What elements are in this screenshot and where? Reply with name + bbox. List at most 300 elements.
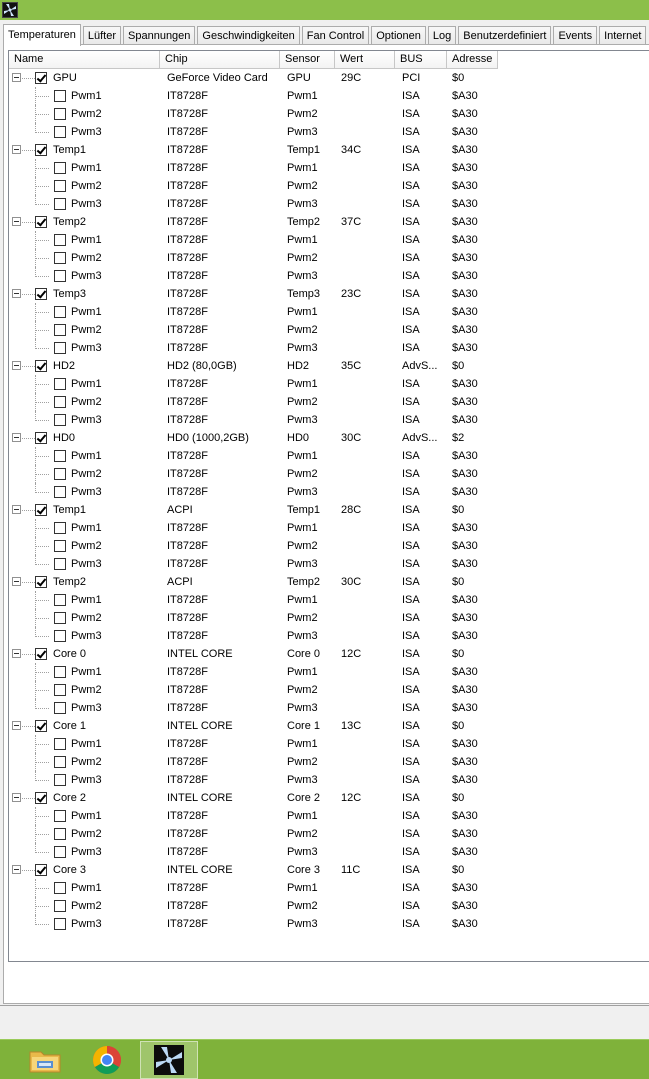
table-row[interactable] — [9, 213, 649, 231]
pwm-checkbox[interactable] — [54, 342, 66, 354]
cell-name: Pwm2 — [71, 252, 102, 264]
cell-bus: ISA — [402, 882, 420, 894]
table-row[interactable] — [9, 681, 649, 699]
table-row[interactable] — [9, 357, 649, 375]
sensor-checkbox[interactable] — [35, 144, 47, 156]
cell-bus: ISA — [402, 468, 420, 480]
cell-adresse: $0 — [452, 720, 465, 732]
cell-chip: IT8728F — [167, 882, 208, 894]
table-row[interactable] — [9, 411, 649, 429]
tree-line — [22, 366, 35, 367]
tree-line — [35, 600, 49, 601]
cell-bus: ISA — [402, 756, 420, 768]
cell-sensor: Temp1 — [287, 144, 321, 156]
tree-line — [35, 420, 49, 421]
table-row[interactable] — [9, 267, 649, 285]
cell-sensor: Core 3 — [287, 864, 321, 876]
cell-name: Pwm2 — [71, 612, 102, 624]
cell-sensor: Pwm2 — [287, 684, 318, 696]
tab-temperaturen[interactable]: Temperaturen — [3, 24, 81, 46]
cell-wert: 30C — [341, 576, 362, 588]
pwm-checkbox[interactable] — [54, 756, 66, 768]
pwm-checkbox[interactable] — [54, 414, 66, 426]
cell-name: Pwm1 — [71, 450, 102, 462]
collapse-icon[interactable] — [12, 361, 21, 370]
sensor-checkbox[interactable] — [35, 360, 47, 372]
cell-sensor: Pwm2 — [287, 756, 318, 768]
collapse-icon[interactable] — [12, 721, 21, 730]
cell-adresse: $A30 — [452, 414, 478, 426]
pwm-checkbox[interactable] — [54, 774, 66, 786]
collapse-icon[interactable] — [12, 793, 21, 802]
cell-bus: ISA — [402, 540, 420, 552]
cell-name: Pwm3 — [71, 414, 102, 426]
table-row[interactable] — [9, 321, 649, 339]
pwm-checkbox[interactable] — [54, 594, 66, 606]
cell-adresse: $A30 — [452, 378, 478, 390]
cell-sensor: GPU — [287, 72, 311, 84]
table-row[interactable] — [9, 303, 649, 321]
tree-line — [35, 96, 49, 97]
cell-name: Pwm1 — [71, 882, 102, 894]
pwm-checkbox[interactable] — [54, 126, 66, 138]
table-row[interactable] — [9, 69, 649, 87]
tree-line — [35, 924, 49, 925]
cell-adresse: $A30 — [452, 108, 478, 120]
table-row[interactable] — [9, 483, 649, 501]
cell-name: Core 2 — [53, 792, 87, 804]
table-row[interactable] — [9, 843, 649, 861]
pwm-checkbox[interactable] — [54, 540, 66, 552]
cell-wert: 35C — [341, 360, 362, 372]
cell-adresse: $A30 — [452, 702, 478, 714]
sensor-checkbox[interactable] — [35, 72, 47, 84]
table-row[interactable] — [9, 87, 649, 105]
cell-adresse: $A30 — [452, 468, 478, 480]
sensor-checkbox[interactable] — [35, 648, 47, 660]
cell-name: Pwm2 — [71, 396, 102, 408]
collapse-icon[interactable] — [12, 73, 21, 82]
cell-sensor: Pwm3 — [287, 270, 318, 282]
column-name[interactable]: Name — [9, 51, 160, 69]
tree-line — [35, 528, 49, 529]
cell-wert: 29C — [341, 72, 362, 84]
collapse-icon[interactable] — [12, 865, 21, 874]
cell-sensor: Pwm3 — [287, 486, 318, 498]
sensor-checkbox[interactable] — [35, 216, 47, 228]
pwm-checkbox[interactable] — [54, 270, 66, 282]
cell-adresse: $A30 — [452, 126, 478, 138]
table-row[interactable] — [9, 627, 649, 645]
tab-internet[interactable]: Internet — [599, 26, 646, 45]
cell-bus: ISA — [402, 234, 420, 246]
table-row[interactable] — [9, 645, 649, 663]
cell-bus: ISA — [402, 900, 420, 912]
tree-line — [35, 780, 49, 781]
cell-adresse: $A30 — [452, 162, 478, 174]
cell-adresse: $A30 — [452, 522, 478, 534]
table-row[interactable] — [9, 609, 649, 627]
cell-chip: GeForce Video Card — [167, 72, 268, 84]
tab-optionen[interactable]: Optionen — [371, 26, 426, 45]
cell-chip: IT8728F — [167, 594, 208, 606]
cell-name: Pwm1 — [71, 378, 102, 390]
cell-name: Temp1 — [53, 144, 87, 156]
pwm-checkbox[interactable] — [54, 630, 66, 642]
pwm-checkbox[interactable] — [54, 810, 66, 822]
cell-adresse: $0 — [452, 792, 465, 804]
tab-geschwindigkeiten[interactable]: Geschwindigkeiten — [197, 26, 299, 45]
cell-chip: IT8728F — [167, 162, 208, 174]
cell-chip: IT8728F — [167, 612, 208, 624]
cell-sensor: Pwm3 — [287, 342, 318, 354]
pwm-checkbox[interactable] — [54, 180, 66, 192]
pwm-checkbox[interactable] — [54, 828, 66, 840]
cell-sensor: Pwm2 — [287, 540, 318, 552]
table-row[interactable] — [9, 753, 649, 771]
cell-chip: IT8728F — [167, 918, 208, 930]
table-row[interactable] — [9, 897, 649, 915]
cell-name: Pwm3 — [71, 126, 102, 138]
cell-name: Pwm1 — [71, 738, 102, 750]
cell-adresse: $A30 — [452, 180, 478, 192]
tree-line — [22, 294, 35, 295]
cell-wert: 13C — [341, 720, 362, 732]
collapse-icon[interactable] — [12, 217, 21, 226]
sensor-checkbox[interactable] — [35, 720, 47, 732]
pwm-checkbox[interactable] — [54, 324, 66, 336]
table-row[interactable] — [9, 339, 649, 357]
cell-bus: ISA — [402, 666, 420, 678]
table-row[interactable] — [9, 537, 649, 555]
cell-name: Temp2 — [53, 576, 87, 588]
tree-line — [35, 456, 49, 457]
sensor-checkbox[interactable] — [35, 288, 47, 300]
cell-wert: 12C — [341, 648, 362, 660]
cell-sensor: Pwm1 — [287, 594, 318, 606]
column-adresse[interactable]: Adresse — [447, 51, 498, 69]
cell-adresse: $A30 — [452, 756, 478, 768]
tree-line — [22, 150, 35, 151]
pwm-checkbox[interactable] — [54, 900, 66, 912]
cell-chip: IT8728F — [167, 666, 208, 678]
table-row[interactable] — [9, 825, 649, 843]
cell-sensor: Pwm1 — [287, 450, 318, 462]
pwm-checkbox[interactable] — [54, 198, 66, 210]
cell-adresse: $A30 — [452, 846, 478, 858]
table-row[interactable] — [9, 501, 649, 519]
tree-line — [22, 798, 35, 799]
cell-bus: ISA — [402, 864, 420, 876]
cell-chip: IT8728F — [167, 252, 208, 264]
cell-name: Pwm2 — [71, 468, 102, 480]
sensor-checkbox[interactable] — [35, 504, 47, 516]
table-row[interactable] — [9, 375, 649, 393]
cell-name: Pwm2 — [71, 828, 102, 840]
cell-chip: IT8728F — [167, 810, 208, 822]
table-row[interactable] — [9, 177, 649, 195]
cell-chip: INTEL CORE — [167, 792, 233, 804]
pwm-checkbox[interactable] — [54, 558, 66, 570]
cell-adresse: $A30 — [452, 918, 478, 930]
collapse-icon[interactable] — [12, 289, 21, 298]
table-row[interactable] — [9, 519, 649, 537]
cell-chip: IT8728F — [167, 342, 208, 354]
collapse-icon[interactable] — [12, 433, 21, 442]
cell-name: Temp3 — [53, 288, 87, 300]
cell-wert: 23C — [341, 288, 362, 300]
table-row[interactable] — [9, 915, 649, 933]
table-row[interactable] — [9, 105, 649, 123]
cell-bus: PCI — [402, 72, 421, 84]
cell-chip: INTEL CORE — [167, 864, 233, 876]
table-row[interactable] — [9, 699, 649, 717]
cell-sensor: Core 0 — [287, 648, 321, 660]
cell-adresse: $A30 — [452, 450, 478, 462]
cell-bus: ISA — [402, 774, 420, 786]
pwm-checkbox[interactable] — [54, 486, 66, 498]
tree-line — [35, 384, 49, 385]
column-wert[interactable]: Wert — [335, 51, 395, 69]
table-row[interactable] — [9, 465, 649, 483]
cell-adresse: $A30 — [452, 234, 478, 246]
cell-name: Pwm3 — [71, 702, 102, 714]
cell-adresse: $0 — [452, 864, 465, 876]
table-row[interactable] — [9, 429, 649, 447]
cell-adresse: $A30 — [452, 324, 478, 336]
table-row[interactable] — [9, 195, 649, 213]
pwm-checkbox[interactable] — [54, 378, 66, 390]
table-row[interactable] — [9, 447, 649, 465]
cell-bus: ISA — [402, 324, 420, 336]
cell-adresse: $A30 — [452, 288, 478, 300]
cell-bus: ISA — [402, 684, 420, 696]
cell-sensor: Pwm2 — [287, 180, 318, 192]
cell-bus: ISA — [402, 306, 420, 318]
cell-chip: IT8728F — [167, 540, 208, 552]
cell-adresse: $A30 — [452, 144, 478, 156]
cell-bus: ISA — [402, 594, 420, 606]
cell-sensor: Core 1 — [287, 720, 321, 732]
table-row[interactable] — [9, 555, 649, 573]
cell-chip: IT8728F — [167, 324, 208, 336]
cell-chip: IT8728F — [167, 108, 208, 120]
cell-chip: IT8728F — [167, 630, 208, 642]
speedfan-icon[interactable] — [140, 1041, 198, 1079]
pwm-checkbox[interactable] — [54, 522, 66, 534]
pwm-checkbox[interactable] — [54, 918, 66, 930]
collapse-icon[interactable] — [12, 505, 21, 514]
cell-adresse: $A30 — [452, 252, 478, 264]
cell-adresse: $0 — [452, 72, 465, 84]
cell-chip: IT8728F — [167, 234, 208, 246]
cell-chip: IT8728F — [167, 288, 208, 300]
cell-name: Pwm1 — [71, 594, 102, 606]
pwm-checkbox[interactable] — [54, 702, 66, 714]
cell-name: Pwm2 — [71, 324, 102, 336]
cell-sensor: Pwm3 — [287, 126, 318, 138]
pwm-checkbox[interactable] — [54, 468, 66, 480]
tab-benutzerdefiniert[interactable]: Benutzerdefiniert — [458, 26, 551, 45]
cell-sensor: Temp2 — [287, 216, 321, 228]
cell-chip: IT8728F — [167, 126, 208, 138]
chrome-icon[interactable] — [78, 1041, 136, 1079]
tree-line — [35, 258, 49, 259]
pwm-checkbox[interactable] — [54, 90, 66, 102]
cell-adresse: $A30 — [452, 612, 478, 624]
table-row[interactable] — [9, 249, 649, 267]
table-row[interactable] — [9, 789, 649, 807]
table-row[interactable] — [9, 807, 649, 825]
cell-bus: ISA — [402, 414, 420, 426]
sensor-checkbox[interactable] — [35, 864, 47, 876]
collapse-icon[interactable] — [12, 145, 21, 154]
collapse-icon[interactable] — [12, 577, 21, 586]
tree-line — [22, 510, 35, 511]
cell-bus: ISA — [402, 828, 420, 840]
tree-line — [35, 672, 49, 673]
sensor-tree[interactable] — [8, 50, 649, 962]
pwm-checkbox[interactable] — [54, 252, 66, 264]
tree-line — [35, 618, 49, 619]
tree-line — [35, 546, 49, 547]
tree-line — [35, 636, 49, 637]
cell-adresse: $0 — [452, 360, 465, 372]
table-row[interactable] — [9, 861, 649, 879]
sensor-checkbox[interactable] — [35, 432, 47, 444]
tree-rows — [9, 69, 649, 933]
cell-chip: IT8728F — [167, 522, 208, 534]
cell-bus: ISA — [402, 180, 420, 192]
column-bus[interactable]: BUS — [395, 51, 447, 69]
cell-bus: ISA — [402, 486, 420, 498]
pwm-checkbox[interactable] — [54, 306, 66, 318]
tab-lüfter[interactable]: Lüfter — [83, 26, 121, 45]
cell-sensor: Pwm2 — [287, 108, 318, 120]
pwm-checkbox[interactable] — [54, 450, 66, 462]
table-row[interactable] — [9, 393, 649, 411]
pwm-checkbox[interactable] — [54, 738, 66, 750]
tree-line — [22, 870, 35, 871]
table-row[interactable] — [9, 141, 649, 159]
pwm-checkbox[interactable] — [54, 684, 66, 696]
cell-adresse: $A30 — [452, 306, 478, 318]
cell-chip: IT8728F — [167, 378, 208, 390]
table-row[interactable] — [9, 591, 649, 609]
pwm-checkbox[interactable] — [54, 882, 66, 894]
collapse-icon[interactable] — [12, 649, 21, 658]
cell-chip: IT8728F — [167, 900, 208, 912]
table-row[interactable] — [9, 879, 649, 897]
table-row[interactable] — [9, 735, 649, 753]
pwm-checkbox[interactable] — [54, 108, 66, 120]
pwm-checkbox[interactable] — [54, 666, 66, 678]
cell-name: Pwm1 — [71, 810, 102, 822]
cell-bus: ISA — [402, 504, 420, 516]
table-row[interactable] — [9, 573, 649, 591]
pwm-checkbox[interactable] — [54, 162, 66, 174]
cell-name: Pwm3 — [71, 558, 102, 570]
cell-bus: ISA — [402, 108, 420, 120]
table-row[interactable] — [9, 159, 649, 177]
cell-name: Pwm3 — [71, 630, 102, 642]
tree-line — [35, 744, 49, 745]
column-chip[interactable]: Chip — [160, 51, 280, 69]
cell-chip: IT8728F — [167, 828, 208, 840]
cell-sensor: Pwm2 — [287, 252, 318, 264]
sensor-checkbox[interactable] — [35, 792, 47, 804]
table-row[interactable] — [9, 663, 649, 681]
cell-chip: IT8728F — [167, 846, 208, 858]
tab-fan-control[interactable]: Fan Control — [302, 26, 369, 45]
pwm-checkbox[interactable] — [54, 234, 66, 246]
column-sensor[interactable]: Sensor — [280, 51, 335, 69]
cell-chip: IT8728F — [167, 180, 208, 192]
tree-line — [35, 276, 49, 277]
cell-adresse: $A30 — [452, 630, 478, 642]
tab-spannungen[interactable]: Spannungen — [123, 26, 195, 45]
cell-adresse: $A30 — [452, 216, 478, 228]
cell-adresse: $A30 — [452, 882, 478, 894]
cell-chip: ACPI — [167, 576, 193, 588]
cell-name: Core 1 — [53, 720, 87, 732]
cell-bus: ISA — [402, 270, 420, 282]
cell-name: Temp1 — [53, 504, 87, 516]
file-explorer-icon[interactable] — [16, 1041, 74, 1079]
cell-sensor: Pwm2 — [287, 396, 318, 408]
cell-sensor: Pwm1 — [287, 522, 318, 534]
tab-events[interactable]: Events — [553, 26, 597, 45]
table-row[interactable] — [9, 285, 649, 303]
cell-name: HD2 — [53, 360, 76, 372]
cell-chip: IT8728F — [167, 198, 208, 210]
tree-line — [35, 708, 49, 709]
pwm-checkbox[interactable] — [54, 846, 66, 858]
tab-log[interactable]: Log — [428, 26, 456, 45]
cell-name: Temp2 — [53, 216, 87, 228]
cell-name: Pwm1 — [71, 666, 102, 678]
fan-icon[interactable] — [2, 2, 18, 18]
tree-line — [35, 474, 49, 475]
cell-adresse: $A30 — [452, 594, 478, 606]
cell-sensor: Pwm1 — [287, 666, 318, 678]
cell-bus: ISA — [402, 288, 420, 300]
tree-line — [35, 312, 49, 313]
pwm-checkbox[interactable] — [54, 396, 66, 408]
tree-line — [35, 168, 49, 169]
cell-name: HD0 — [53, 432, 76, 444]
tree-line — [35, 816, 49, 817]
cell-bus: ISA — [402, 144, 420, 156]
table-row[interactable] — [9, 771, 649, 789]
cell-chip: IT8728F — [167, 306, 208, 318]
pwm-checkbox[interactable] — [54, 612, 66, 624]
sensor-checkbox[interactable] — [35, 576, 47, 588]
table-row[interactable] — [9, 717, 649, 735]
cell-adresse: $A30 — [452, 666, 478, 678]
cell-sensor: Pwm2 — [287, 324, 318, 336]
table-row[interactable] — [9, 123, 649, 141]
table-row[interactable] — [9, 231, 649, 249]
cell-bus: AdvS... — [402, 432, 438, 444]
cell-adresse: $A30 — [452, 486, 478, 498]
cell-chip: ACPI — [167, 504, 193, 516]
cell-sensor: Pwm3 — [287, 702, 318, 714]
cell-chip: IT8728F — [167, 414, 208, 426]
cell-bus: ISA — [402, 810, 420, 822]
status-bar — [0, 1005, 649, 1039]
cell-bus: ISA — [402, 846, 420, 858]
